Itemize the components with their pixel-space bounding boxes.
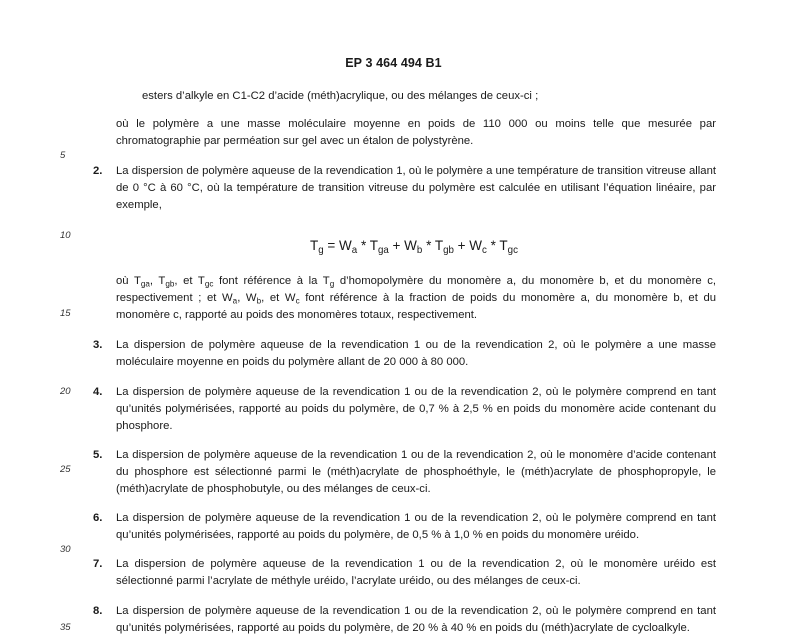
line-number: 30	[60, 544, 71, 555]
claim-number: 4.	[93, 386, 103, 398]
line-number: 20	[60, 386, 71, 397]
claim-text: La dispersion de polymère aqueuse de la revendication 1, où le polymère a une température de transition vitreuse allant de 0 °C à 60 °C, où la température de transition vitreuse du polymère est calculée en utilisant l’équation linéaire, par exemple,	[116, 165, 716, 211]
claim-text: La dispersion de polymère aqueuse de la revendication 1 ou de la revendication 2, où le polymère comprend en tant qu’unités polymérisées, rapporté au poids du polymère, de 20 % à 40 % en poids du (méth)acrylate de cycloalkyle.	[116, 605, 716, 634]
line-number: 25	[60, 464, 71, 475]
formula-explanation-text: où $T_{ga}$, $T_{gb}$, et $T_{gc}$ font référence à la $T_g$ d’homopolymère du monomère a, du monomère b, et du monomère c, respectivement ; et $W_a$, $W_b$, et $W_c$ font référence à la fraction de poids du monomère a, du monomère b, et du monomère c, rapporté au poids des monomères totaux, respectivement.	[116, 275, 717, 321]
claim1-intro-text: esters d’alkyle en C1-C2 d’acide (méth)acrylique, ou des mélanges de ceux-ci ;	[142, 90, 539, 102]
line-number: 35	[60, 622, 71, 633]
glass-transition-formula: $T_g = W_a * T_{ga} + W_b * T_{gb} + W_c * T_{gc}$	[310, 238, 518, 256]
line-number: 5	[60, 150, 66, 161]
claim-text: La dispersion de polymère aqueuse de la revendication 1 ou de la revendication 2, où le monomère uréido est sélectionné parmi l’acrylate de méthyle uréido, l’acrylate uréido, ou des mélanges de ceux-ci.	[116, 558, 716, 587]
claim-text: La dispersion de polymère aqueuse de la revendication 1 ou de la revendication 2, où le polymère comprend en tant qu’unités polymérisées, rapporté au poids du polymère, de 0,7 % à 2,5 % en poids du monomère acide contenant du phosphore.	[116, 386, 716, 432]
claim-number: 3.	[93, 339, 103, 351]
claim-text: La dispersion de polymère aqueuse de la revendication 1 ou de la revendication 2, où le monomère d’acide contenant du phosphore est sélectionné parmi le (méth)acrylate de phosphoéthyle, le (méth)acrylate de phosphopropyle, le (méth)acrylate de phosphobutyle, ou des mélanges de ceux-ci.	[116, 449, 716, 495]
claim-number: 2.	[93, 165, 103, 177]
claim-number: 6.	[93, 512, 103, 524]
line-number: 10	[60, 230, 71, 241]
claim-number: 7.	[93, 558, 103, 570]
claim-number: 8.	[93, 605, 103, 617]
claim1-tail-text: où le polymère a une masse moléculaire moyenne en poids de 110 000 ou moins telle que mesurée par chromatographie par perméation sur gel avec un étalon de polystyrène.	[116, 118, 716, 147]
patent-number-header: EP 3 464 494 B1	[345, 56, 442, 70]
line-number: 15	[60, 308, 71, 319]
claim-number: 5.	[93, 449, 103, 461]
claim-text: La dispersion de polymère aqueuse de la revendication 1 ou de la revendication 2, où le polymère a une masse moléculaire moyenne en poids du polymère allant de 20 000 à 80 000.	[116, 339, 716, 368]
claim-text: La dispersion de polymère aqueuse de la revendication 1 ou de la revendication 2, où le polymère comprend en tant qu’unités polymérisées, rapporté au poids du polymère, de 0,5 % à 1,0 % en poids du monomère uréido.	[116, 512, 716, 541]
